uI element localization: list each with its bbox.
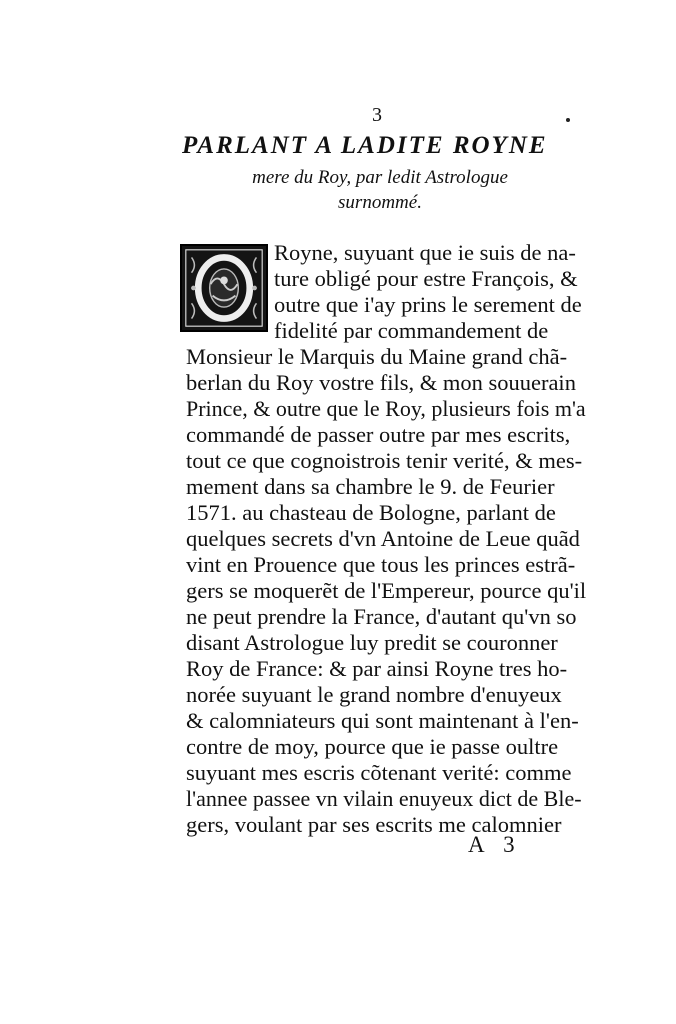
text-line: disant Astrologue luy predit se couronner [186, 630, 558, 655]
text-line: berlan du Roy vostre fils, & mon souuerain [186, 370, 576, 395]
text-line: Monsieur le Marquis du Maine grand chã- [186, 344, 568, 369]
ink-speck [566, 118, 570, 122]
text-line: Roy de France: & par ainsi Royne tres ho- [186, 656, 568, 681]
ornament-icon [182, 246, 266, 330]
text-line: gers, voulant par ses escrits me calomnier [186, 812, 562, 837]
text-line: mement dans sa chambre le 9. de Feurier [186, 474, 555, 499]
text-line: norée suyuant le grand nombre d'enuyeux [186, 682, 562, 707]
text-line: 1571. au chasteau de Bologne, parlant de [186, 500, 556, 525]
text-line: l'annee passee vn vilain enuyeux dict de Ble- [186, 786, 582, 811]
subtitle-line-1: mere du Roy, par ledit Astrologue [252, 167, 508, 188]
subtitle-line-2: surnommé. [338, 192, 422, 213]
decorated-initial-o [180, 244, 268, 332]
text-line: commandé de passer outre par mes escrits, [186, 422, 571, 447]
text-line: outre que i'ay prins le serement de [274, 292, 582, 317]
text-line: ne peut prendre la France, d'autant qu'vn so [186, 604, 577, 629]
text-line: gers se moquerẽt de l'Empereur, pource qu'il [186, 578, 587, 603]
text-line: fidelité par commandement de [274, 318, 549, 343]
text-line: Prince, & outre que le Roy, plusieurs fois m'a [186, 396, 586, 421]
text-line: suyuant mes escris cõtenant verité: comme [186, 760, 572, 785]
running-head: PARLANT A LADITE ROYNE [182, 132, 548, 159]
text-line: tout ce que cognoistrois tenir verité, & mes- [186, 448, 583, 473]
text-line: ture obligé pour estre François, & [274, 266, 578, 291]
text-line: Royne, suyuant que ie suis de na- [274, 240, 576, 265]
text-line: quelques secrets d'vn Antoine de Leue quãd [186, 526, 580, 551]
text-line: contre de moy, pource que ie passe oultre [186, 734, 559, 759]
signature-mark: A 3 [468, 832, 515, 857]
page-number: 3 [372, 104, 382, 126]
text-line: vint en Prouence que tous les princes estrã- [186, 552, 576, 577]
text-line: & calomniateurs qui sont maintenant à l'en- [186, 708, 579, 733]
